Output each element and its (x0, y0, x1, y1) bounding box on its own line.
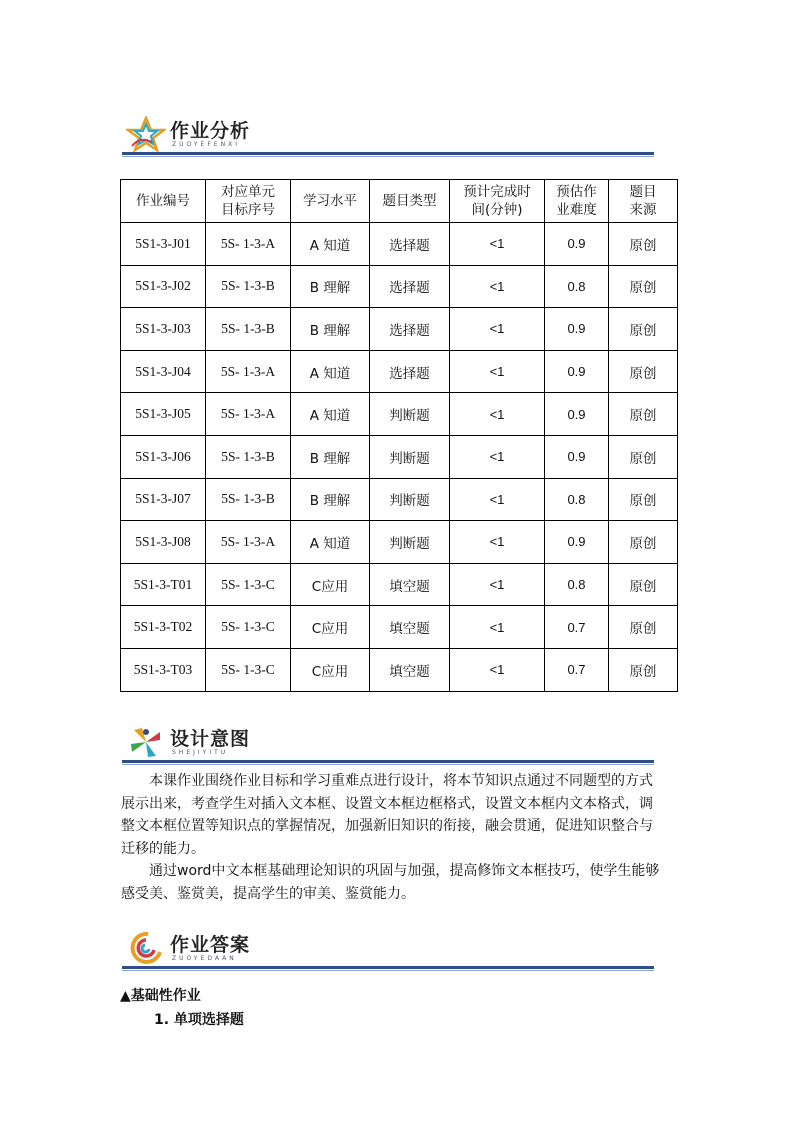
cell-unit: 5S- 1-3-A (206, 223, 291, 266)
header-time: 预计完成时 间(分钟) (450, 180, 545, 223)
cell-source: 原创 (609, 350, 678, 393)
cell-id: 5S1-3-T01 (121, 563, 206, 606)
cell-id: 5S1-3-J02 (121, 265, 206, 308)
section-subtitle: ZUOYEFENXI (172, 141, 240, 148)
cell-level: A 知道 (291, 350, 370, 393)
cell-unit: 5S- 1-3-B (206, 435, 291, 478)
cell-time: <1 (450, 435, 545, 478)
header-source: 题目 来源 (609, 180, 678, 223)
cell-unit: 5S- 1-3-A (206, 350, 291, 393)
cell-id: 5S1-3-J04 (121, 350, 206, 393)
cell-difficulty: 0.9 (545, 223, 609, 266)
cell-source: 原创 (609, 265, 678, 308)
cell-difficulty: 0.9 (545, 308, 609, 351)
swirl-logo-icon (126, 930, 166, 966)
cell-id: 5S1-3-J07 (121, 478, 206, 521)
cell-level: C应用 (291, 606, 370, 649)
cell-unit: 5S- 1-3-B (206, 478, 291, 521)
basic-homework-heading: ▲基础性作业 (120, 988, 201, 1004)
cell-type: 填空题 (370, 606, 450, 649)
cell-difficulty: 0.9 (545, 350, 609, 393)
cell-id: 5S1-3-T03 (121, 648, 206, 691)
cell-source: 原创 (609, 393, 678, 436)
table-row (121, 478, 678, 521)
header-type: 题目类型 (370, 180, 450, 223)
cell-unit: 5S- 1-3-A (206, 393, 291, 436)
cell-source: 原创 (609, 223, 678, 266)
header-level: 学习水平 (291, 180, 370, 223)
table-row (121, 223, 678, 266)
cell-level: C应用 (291, 563, 370, 606)
cell-id: 5S1-3-J03 (121, 308, 206, 351)
cell-type: 判断题 (370, 521, 450, 564)
cell-difficulty: 0.8 (545, 478, 609, 521)
table-row (121, 265, 678, 308)
cell-time: <1 (450, 563, 545, 606)
single-choice-heading: 1. 单项选择题 (154, 1012, 244, 1028)
design-intent-text (121, 770, 661, 905)
divider (122, 156, 654, 157)
cell-type: 选择题 (370, 223, 450, 266)
cell-type: 选择题 (370, 265, 450, 308)
cell-id: 5S1-3-T02 (121, 606, 206, 649)
cell-level: B 理解 (291, 308, 370, 351)
section-subtitle: ZUOYEDAAN (172, 955, 237, 962)
section-header-design (122, 722, 654, 766)
cell-unit: 5S- 1-3-B (206, 308, 291, 351)
table-row (121, 563, 678, 606)
table-row (121, 606, 678, 649)
cell-id: 5S1-3-J01 (121, 223, 206, 266)
cell-type: 判断题 (370, 478, 450, 521)
cell-difficulty: 0.9 (545, 435, 609, 478)
cell-difficulty: 0.7 (545, 648, 609, 691)
cell-unit: 5S- 1-3-C (206, 606, 291, 649)
cell-level: A 知道 (291, 393, 370, 436)
divider (122, 764, 654, 765)
cell-source: 原创 (609, 308, 678, 351)
cell-source: 原创 (609, 521, 678, 564)
cell-source: 原创 (609, 648, 678, 691)
divider (122, 966, 654, 969)
cell-time: <1 (450, 521, 545, 564)
cell-type: 判断题 (370, 435, 450, 478)
cell-difficulty: 0.9 (545, 521, 609, 564)
cell-type: 选择题 (370, 350, 450, 393)
table-row (121, 521, 678, 564)
cell-type: 选择题 (370, 308, 450, 351)
cell-difficulty: 0.8 (545, 563, 609, 606)
table-row (121, 648, 678, 691)
cell-level: B 理解 (291, 478, 370, 521)
cell-time: <1 (450, 606, 545, 649)
paragraph: 本课作业围绕作业目标和学习重难点进行设计，将本节知识点通过不同题型的方式展示出来，考查学生对插入文本框、设置文本框边框格式，设置文本框内文本格式，调整文本框位置等知识点的掌握情况，加强新旧知识的衔接，融会贯通，促进知识整合与迁移的能力。 (121, 773, 653, 857)
cell-source: 原创 (609, 435, 678, 478)
cell-time: <1 (450, 308, 545, 351)
cell-id: 5S1-3-J05 (121, 393, 206, 436)
cell-source: 原创 (609, 478, 678, 521)
divider (122, 970, 654, 971)
cell-level: A 知道 (291, 521, 370, 564)
cell-time: <1 (450, 350, 545, 393)
cell-difficulty: 0.7 (545, 606, 609, 649)
section-title: 设计意图 (170, 728, 251, 750)
table-row (121, 393, 678, 436)
table-row (121, 308, 678, 351)
cell-source: 原创 (609, 606, 678, 649)
cell-time: <1 (450, 648, 545, 691)
cell-unit: 5S- 1-3-B (206, 265, 291, 308)
cell-unit: 5S- 1-3-A (206, 521, 291, 564)
divider (122, 152, 654, 155)
section-title: 作业答案 (170, 934, 251, 956)
header-difficulty: 预估作 业难度 (545, 180, 609, 223)
cell-level: A 知道 (291, 223, 370, 266)
header-unit: 对应单元 目标序号 (206, 180, 291, 223)
cell-id: 5S1-3-J08 (121, 521, 206, 564)
section-header-analysis (122, 114, 654, 158)
cell-type: 填空题 (370, 563, 450, 606)
divider (122, 760, 654, 763)
cell-id: 5S1-3-J06 (121, 435, 206, 478)
cell-type: 填空题 (370, 648, 450, 691)
cell-time: <1 (450, 478, 545, 521)
paragraph: 通过word中文本框基础理论知识的巩固与加强，提高修饰文本框技巧，使学生能够感受美、鉴赏美，提高学生的审美、鉴赏能力。 (121, 863, 660, 902)
table-header-row (121, 180, 678, 223)
cell-level: B 理解 (291, 435, 370, 478)
cell-level: C应用 (291, 648, 370, 691)
cell-difficulty: 0.8 (545, 265, 609, 308)
pinwheel-logo-icon (126, 724, 166, 760)
table-row (121, 350, 678, 393)
cell-type: 判断题 (370, 393, 450, 436)
section-title: 作业分析 (170, 120, 251, 142)
cell-unit: 5S- 1-3-C (206, 563, 291, 606)
cell-level: B 理解 (291, 265, 370, 308)
cell-difficulty: 0.9 (545, 393, 609, 436)
cell-time: <1 (450, 393, 545, 436)
header-id: 作业编号 (121, 180, 206, 223)
section-subtitle: SHEJIYITU (172, 749, 229, 756)
section-header-answer (122, 928, 654, 972)
cell-time: <1 (450, 223, 545, 266)
assignment-table (120, 179, 678, 692)
table-row (121, 435, 678, 478)
cell-time: <1 (450, 265, 545, 308)
star-logo-icon (126, 116, 166, 152)
cell-source: 原创 (609, 563, 678, 606)
cell-unit: 5S- 1-3-C (206, 648, 291, 691)
